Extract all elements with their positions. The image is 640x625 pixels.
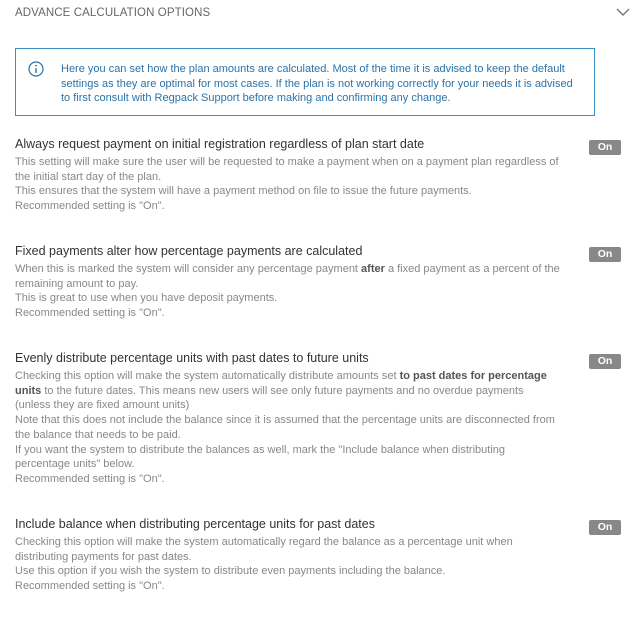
toggle-on-button[interactable]: On [589,140,621,155]
toggle-on-button[interactable]: On [589,247,621,262]
description-line: Checking this option will make the system automatically regard the balance as a percentage unit when distributing payments for past dates. [15,536,513,563]
description-line: Recommended setting is "On". [15,472,165,485]
description-text: a fixed payment as a percent of the remaining amount to pay. [15,263,560,290]
description-emphasis: after [361,263,385,275]
description-line: Note that this does not include the balance since it is assumed that the percentage units are disconnected from the balance that needs to be paid. [15,414,555,441]
setting-description [15,369,560,487]
chevron-down-icon[interactable] [615,4,631,20]
description-text: Checking this option will make the system automatically distribute amounts set [15,370,400,382]
info-text: Here you can set how the plan amounts are calculated. Most of the time it is advised to keep the default settings as they are optimal for most cases. If the plan is not working correctly for your needs it is advised to first consult with Regpack Support before making and confirming any change. [61,63,573,104]
setting-title: Fixed payments alter how percentage payments are calculated [15,244,363,258]
description-line: Use this option if you wish the system to distribute even payments including the balance. [15,565,446,578]
setting-title: Include balance when distributing percentage units for past dates [15,517,375,531]
description-line: Recommended setting is "On". [15,307,165,320]
description-line [15,369,560,413]
setting-description [15,535,560,594]
description-emphasis: to past dates for percentage units [15,370,547,397]
section-header[interactable] [15,7,633,21]
description-line [15,262,560,291]
description-line: Recommended setting is "On". [15,200,165,213]
setting-include-balance [15,517,627,594]
setting-title: Always request payment on initial registration regardless of plan start date [15,137,425,151]
description-line: This ensures that the system will have a payment method on file to issue the future payments. [15,185,472,198]
info-box [15,48,595,116]
description-line: If you want the system to distribute the balances as well, mark the "Include balance when distributing percentage units" below. [15,443,505,471]
toggle-on-button[interactable]: On [589,354,621,369]
section-title: ADVANCE CALCULATION OPTIONS [15,7,211,19]
setting-title: Evenly distribute percentage units with past dates to future units [15,351,369,365]
setting-request-payment-initial [15,137,627,214]
description-line: Recommended setting is "On". [15,580,165,593]
toggle-on-button[interactable]: On [589,520,621,535]
setting-description [15,155,560,214]
description-text: to the future dates. This means new users will see only future payments and no overdue payments (unless they are fixed amount units) [15,384,524,412]
setting-evenly-distribute [15,351,627,487]
setting-fixed-payments-alter [15,244,627,321]
info-circle-icon [28,61,44,77]
description-text: When this is marked the system will consider any percentage payment [15,263,362,275]
setting-description [15,262,560,321]
description-line: This setting will make sure the user will be requested to make a payment when on a payment plan regardless of the initial start day of the plan. [15,156,559,183]
description-line: This is great to use when you have deposit payments. [15,292,278,305]
